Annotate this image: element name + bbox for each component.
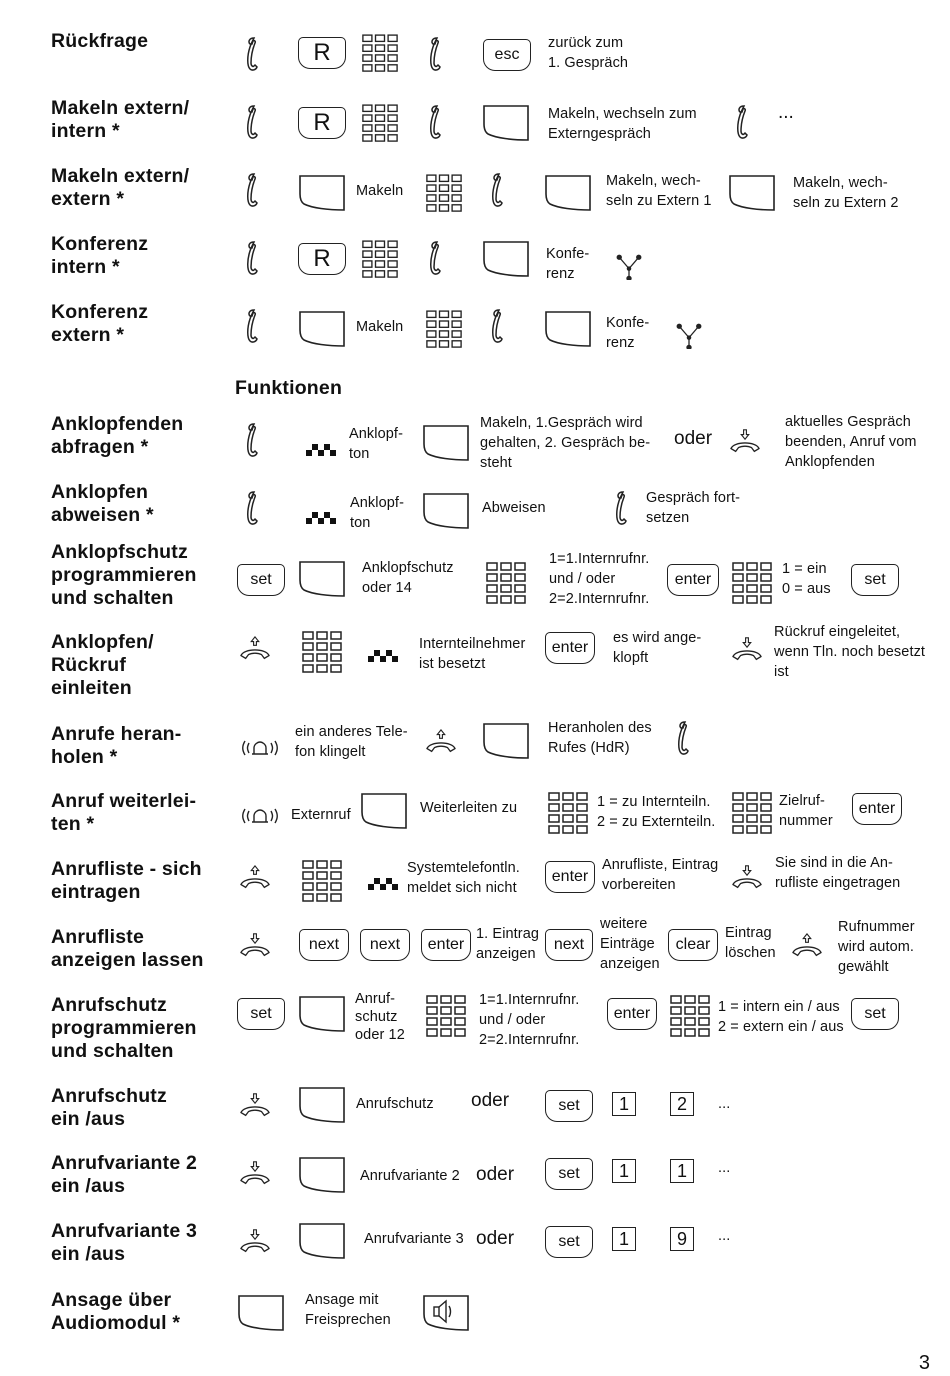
digit-key: 2 bbox=[670, 1092, 694, 1116]
keypad-icon bbox=[362, 34, 398, 74]
softkey-icon bbox=[422, 492, 470, 530]
feature-konferenz-intern: Konferenz intern * bbox=[51, 233, 149, 278]
keypad-icon bbox=[362, 104, 398, 144]
hook-down-icon bbox=[238, 932, 272, 960]
softkey-icon bbox=[482, 104, 530, 142]
step-text: Heranholen des Rufes (HdR) bbox=[548, 720, 652, 756]
hook-down-icon bbox=[730, 864, 764, 892]
step-text: Systemtelefontln. meldet sich nicht bbox=[407, 860, 520, 896]
step-text: 1 = ein 0 = aus bbox=[782, 561, 831, 597]
step-text: Anklopf- ton bbox=[350, 495, 404, 531]
softkey-icon bbox=[360, 792, 408, 830]
set-key: set bbox=[851, 564, 899, 596]
ellipsis: ... bbox=[778, 102, 794, 123]
keypad-icon bbox=[302, 860, 342, 904]
feature-makeln-extern-intern: Makeln extern/ intern * bbox=[51, 97, 190, 142]
hook-down-icon bbox=[728, 428, 762, 456]
step-text: Weiterleiten zu bbox=[420, 800, 518, 816]
next-key: next bbox=[360, 929, 410, 961]
knock-tone-icon bbox=[306, 510, 336, 526]
ringing-icon bbox=[240, 738, 280, 758]
ringing-icon bbox=[240, 806, 280, 826]
hook-up-icon bbox=[790, 932, 824, 960]
softkey-icon bbox=[728, 174, 776, 212]
handset-icon bbox=[428, 36, 448, 72]
softkey-icon bbox=[422, 424, 470, 462]
feature-anklopfschutz: Anklopfschutz programmieren und schalten bbox=[51, 541, 197, 609]
step-text: Ansage mit Freisprechen bbox=[305, 1292, 391, 1328]
step-text: Anrufvariante 2 bbox=[360, 1168, 460, 1184]
step-text: Konfe- renz bbox=[546, 246, 590, 282]
step-text: Rückruf eingeleitet, wenn Tln. noch besetzt ist bbox=[774, 624, 926, 680]
set-key: set bbox=[545, 1158, 593, 1190]
set-key: set bbox=[851, 998, 899, 1030]
hook-down-icon bbox=[238, 1092, 272, 1120]
step-text: 1 = intern ein / aus 2 = extern ein / aus bbox=[718, 999, 844, 1035]
softkey-icon bbox=[298, 1222, 346, 1260]
step-text: Rufnummer wird autom. gewählt bbox=[838, 919, 915, 975]
digit-key: 1 bbox=[612, 1092, 636, 1116]
step-text: Konfe- renz bbox=[606, 315, 650, 351]
step-text: ein anderes Tele- fon klingelt bbox=[295, 724, 408, 760]
step-text: Anklopf- ton bbox=[349, 426, 403, 462]
speaker-icon bbox=[422, 1294, 470, 1332]
feature-anrufschutz: Anrufschutz ein /aus bbox=[51, 1085, 167, 1130]
feature-makeln-extern-extern: Makeln extern/ extern * bbox=[51, 165, 190, 210]
softkey-icon bbox=[298, 560, 346, 598]
ellipsis: ... bbox=[718, 1096, 731, 1112]
keypad-icon bbox=[426, 995, 466, 1039]
softkey-icon bbox=[544, 174, 592, 212]
oder-text: oder bbox=[674, 428, 713, 449]
page-number: 3 bbox=[918, 1352, 930, 1374]
oder-text: oder bbox=[471, 1090, 510, 1111]
softkey-icon bbox=[482, 240, 530, 278]
set-key: set bbox=[237, 998, 285, 1030]
step-text: Sie sind in die An- rufliste eingetragen bbox=[775, 855, 901, 891]
step-text: Externruf bbox=[291, 807, 351, 823]
clear-key: clear bbox=[668, 929, 718, 961]
feature-anrufliste-eintragen: Anrufliste - sich eintragen bbox=[51, 858, 202, 903]
section-title: Funktionen bbox=[235, 377, 343, 399]
keypad-icon bbox=[486, 562, 526, 606]
hook-down-icon bbox=[730, 636, 764, 664]
handset-icon bbox=[245, 490, 265, 526]
handset-icon bbox=[735, 104, 755, 140]
handset-icon bbox=[428, 240, 448, 276]
step-text: weitere Einträge anzeigen bbox=[600, 916, 660, 972]
feature-anrufvariante-3: Anrufvariante 3 ein /aus bbox=[51, 1220, 198, 1265]
step-text: Anklopfschutz oder 14 bbox=[362, 560, 454, 596]
esc-key: esc bbox=[483, 39, 531, 71]
softkey-icon bbox=[237, 1294, 285, 1332]
keypad-icon bbox=[732, 792, 772, 836]
knock-tone-icon bbox=[306, 442, 336, 458]
feature-konferenz-extern: Konferenz extern * bbox=[51, 301, 149, 346]
step-text: Anrufschutz bbox=[356, 1096, 434, 1112]
handset-icon bbox=[614, 490, 634, 526]
feature-anrufliste-anzeigen: Anrufliste anzeigen lassen bbox=[51, 926, 204, 971]
hook-up-icon bbox=[424, 728, 458, 756]
handset-icon bbox=[428, 104, 448, 140]
feature-anruf-weiterleiten: Anruf weiterlei- ten * bbox=[51, 790, 197, 835]
handset-icon bbox=[245, 240, 265, 276]
step-text: 1=1.Internrufnr. und / oder 2=2.Internrufnr. bbox=[479, 992, 580, 1048]
keypad-icon bbox=[362, 240, 398, 280]
softkey-icon bbox=[298, 995, 346, 1033]
softkey-icon bbox=[298, 310, 346, 348]
keypad-icon bbox=[426, 310, 462, 350]
next-key: next bbox=[545, 929, 593, 961]
digit-key: 9 bbox=[670, 1227, 694, 1251]
step-text: Gespräch fort- setzen bbox=[646, 490, 741, 526]
r-key: R bbox=[298, 107, 346, 139]
hook-up-icon bbox=[238, 864, 272, 892]
enter-key: enter bbox=[607, 998, 657, 1030]
conference-icon bbox=[676, 323, 702, 349]
feature-anklopfen-rueckruf: Anklopfen/ Rückruf einleiten bbox=[51, 631, 154, 699]
digit-key: 1 bbox=[670, 1159, 694, 1183]
softkey-icon bbox=[482, 722, 530, 760]
enter-key: enter bbox=[421, 929, 471, 961]
set-key: set bbox=[237, 564, 285, 596]
handset-icon bbox=[245, 172, 265, 208]
ellipsis: ... bbox=[718, 1160, 731, 1176]
handset-icon bbox=[245, 104, 265, 140]
handset-icon bbox=[676, 720, 696, 756]
oder-text: oder bbox=[476, 1164, 515, 1185]
step-text: 1 = zu Internteiln. 2 = zu Externteiln. bbox=[597, 794, 716, 830]
ellipsis: ... bbox=[718, 1228, 731, 1244]
hook-down-icon bbox=[238, 1160, 272, 1188]
knock-tone-icon bbox=[368, 876, 398, 892]
keypad-icon bbox=[670, 995, 710, 1039]
enter-key: enter bbox=[667, 564, 719, 596]
step-text: es wird ange- klopft bbox=[613, 630, 702, 666]
oder-text: oder bbox=[476, 1228, 515, 1249]
feature-anrufe-heranholen: Anrufe heran- holen * bbox=[51, 723, 182, 768]
handset-icon bbox=[490, 172, 510, 208]
step-text: aktuelles Gespräch beenden, Anruf vom Anklopfenden bbox=[785, 414, 917, 470]
digit-key: 1 bbox=[612, 1159, 636, 1183]
feature-ansage-audiomodul: Ansage über Audiomodul * bbox=[51, 1289, 181, 1334]
set-key: set bbox=[545, 1226, 593, 1258]
step-text: Makeln, wech- seln zu Extern 1 bbox=[606, 173, 712, 209]
next-key: next bbox=[299, 929, 349, 961]
step-text: Internteilnehmer ist besetzt bbox=[419, 636, 526, 672]
handset-icon bbox=[490, 308, 510, 344]
feature-anrufvariante-2: Anrufvariante 2 ein /aus bbox=[51, 1152, 198, 1197]
softkey-icon bbox=[298, 1156, 346, 1194]
softkey-icon bbox=[544, 310, 592, 348]
handset-icon bbox=[245, 422, 265, 458]
step-text: Anrufliste, Eintrag vorbereiten bbox=[602, 857, 719, 893]
enter-key: enter bbox=[545, 861, 595, 893]
keypad-icon bbox=[548, 792, 588, 836]
knock-tone-icon bbox=[368, 648, 398, 664]
keypad-icon bbox=[426, 174, 462, 214]
step-text: 1. Eintrag anzeigen bbox=[476, 926, 540, 962]
conference-icon bbox=[616, 254, 642, 280]
step-text: Makeln bbox=[356, 183, 404, 199]
softkey-icon bbox=[298, 1086, 346, 1124]
step-text: Zielruf- nummer bbox=[779, 793, 833, 829]
hook-down-icon bbox=[238, 1228, 272, 1256]
feature-anklopfen-abweisen: Anklopfen abweisen * bbox=[51, 481, 154, 526]
step-text: Makeln, wechseln zum Externgespräch bbox=[548, 106, 697, 142]
feature-anklopfenden-abfragen: Anklopfenden abfragen * bbox=[51, 413, 184, 458]
step-text: Abweisen bbox=[482, 500, 546, 516]
feature-rueckfrage: Rückfrage bbox=[51, 30, 149, 52]
handset-icon bbox=[245, 308, 265, 344]
step-text: Anrufvariante 3 bbox=[364, 1231, 464, 1247]
step-text: Eintrag löschen bbox=[725, 925, 776, 961]
keypad-icon bbox=[302, 631, 342, 675]
keypad-icon bbox=[732, 562, 772, 606]
step-text: 1=1.Internrufnr. und / oder 2=2.Internrufnr. bbox=[549, 551, 650, 607]
r-key: R bbox=[298, 243, 346, 275]
step-text: zurück zum 1. Gespräch bbox=[548, 35, 629, 71]
hook-up-icon bbox=[238, 635, 272, 663]
step-text: Makeln bbox=[356, 319, 404, 335]
set-key: set bbox=[545, 1090, 593, 1122]
feature-anrufschutz-programmieren: Anrufschutz programmieren und schalten bbox=[51, 994, 197, 1062]
step-text: Anruf- schutz oder 12 bbox=[355, 991, 405, 1043]
softkey-icon bbox=[298, 174, 346, 212]
digit-key: 1 bbox=[612, 1227, 636, 1251]
enter-key: enter bbox=[852, 793, 902, 825]
step-text: Makeln, wech- seln zu Extern 2 bbox=[793, 175, 899, 211]
r-key: R bbox=[298, 37, 346, 69]
handset-icon bbox=[245, 36, 265, 72]
step-text: Makeln, 1.Gespräch wird gehalten, 2. Gespräch be- steht bbox=[480, 415, 651, 471]
enter-key: enter bbox=[545, 632, 595, 664]
